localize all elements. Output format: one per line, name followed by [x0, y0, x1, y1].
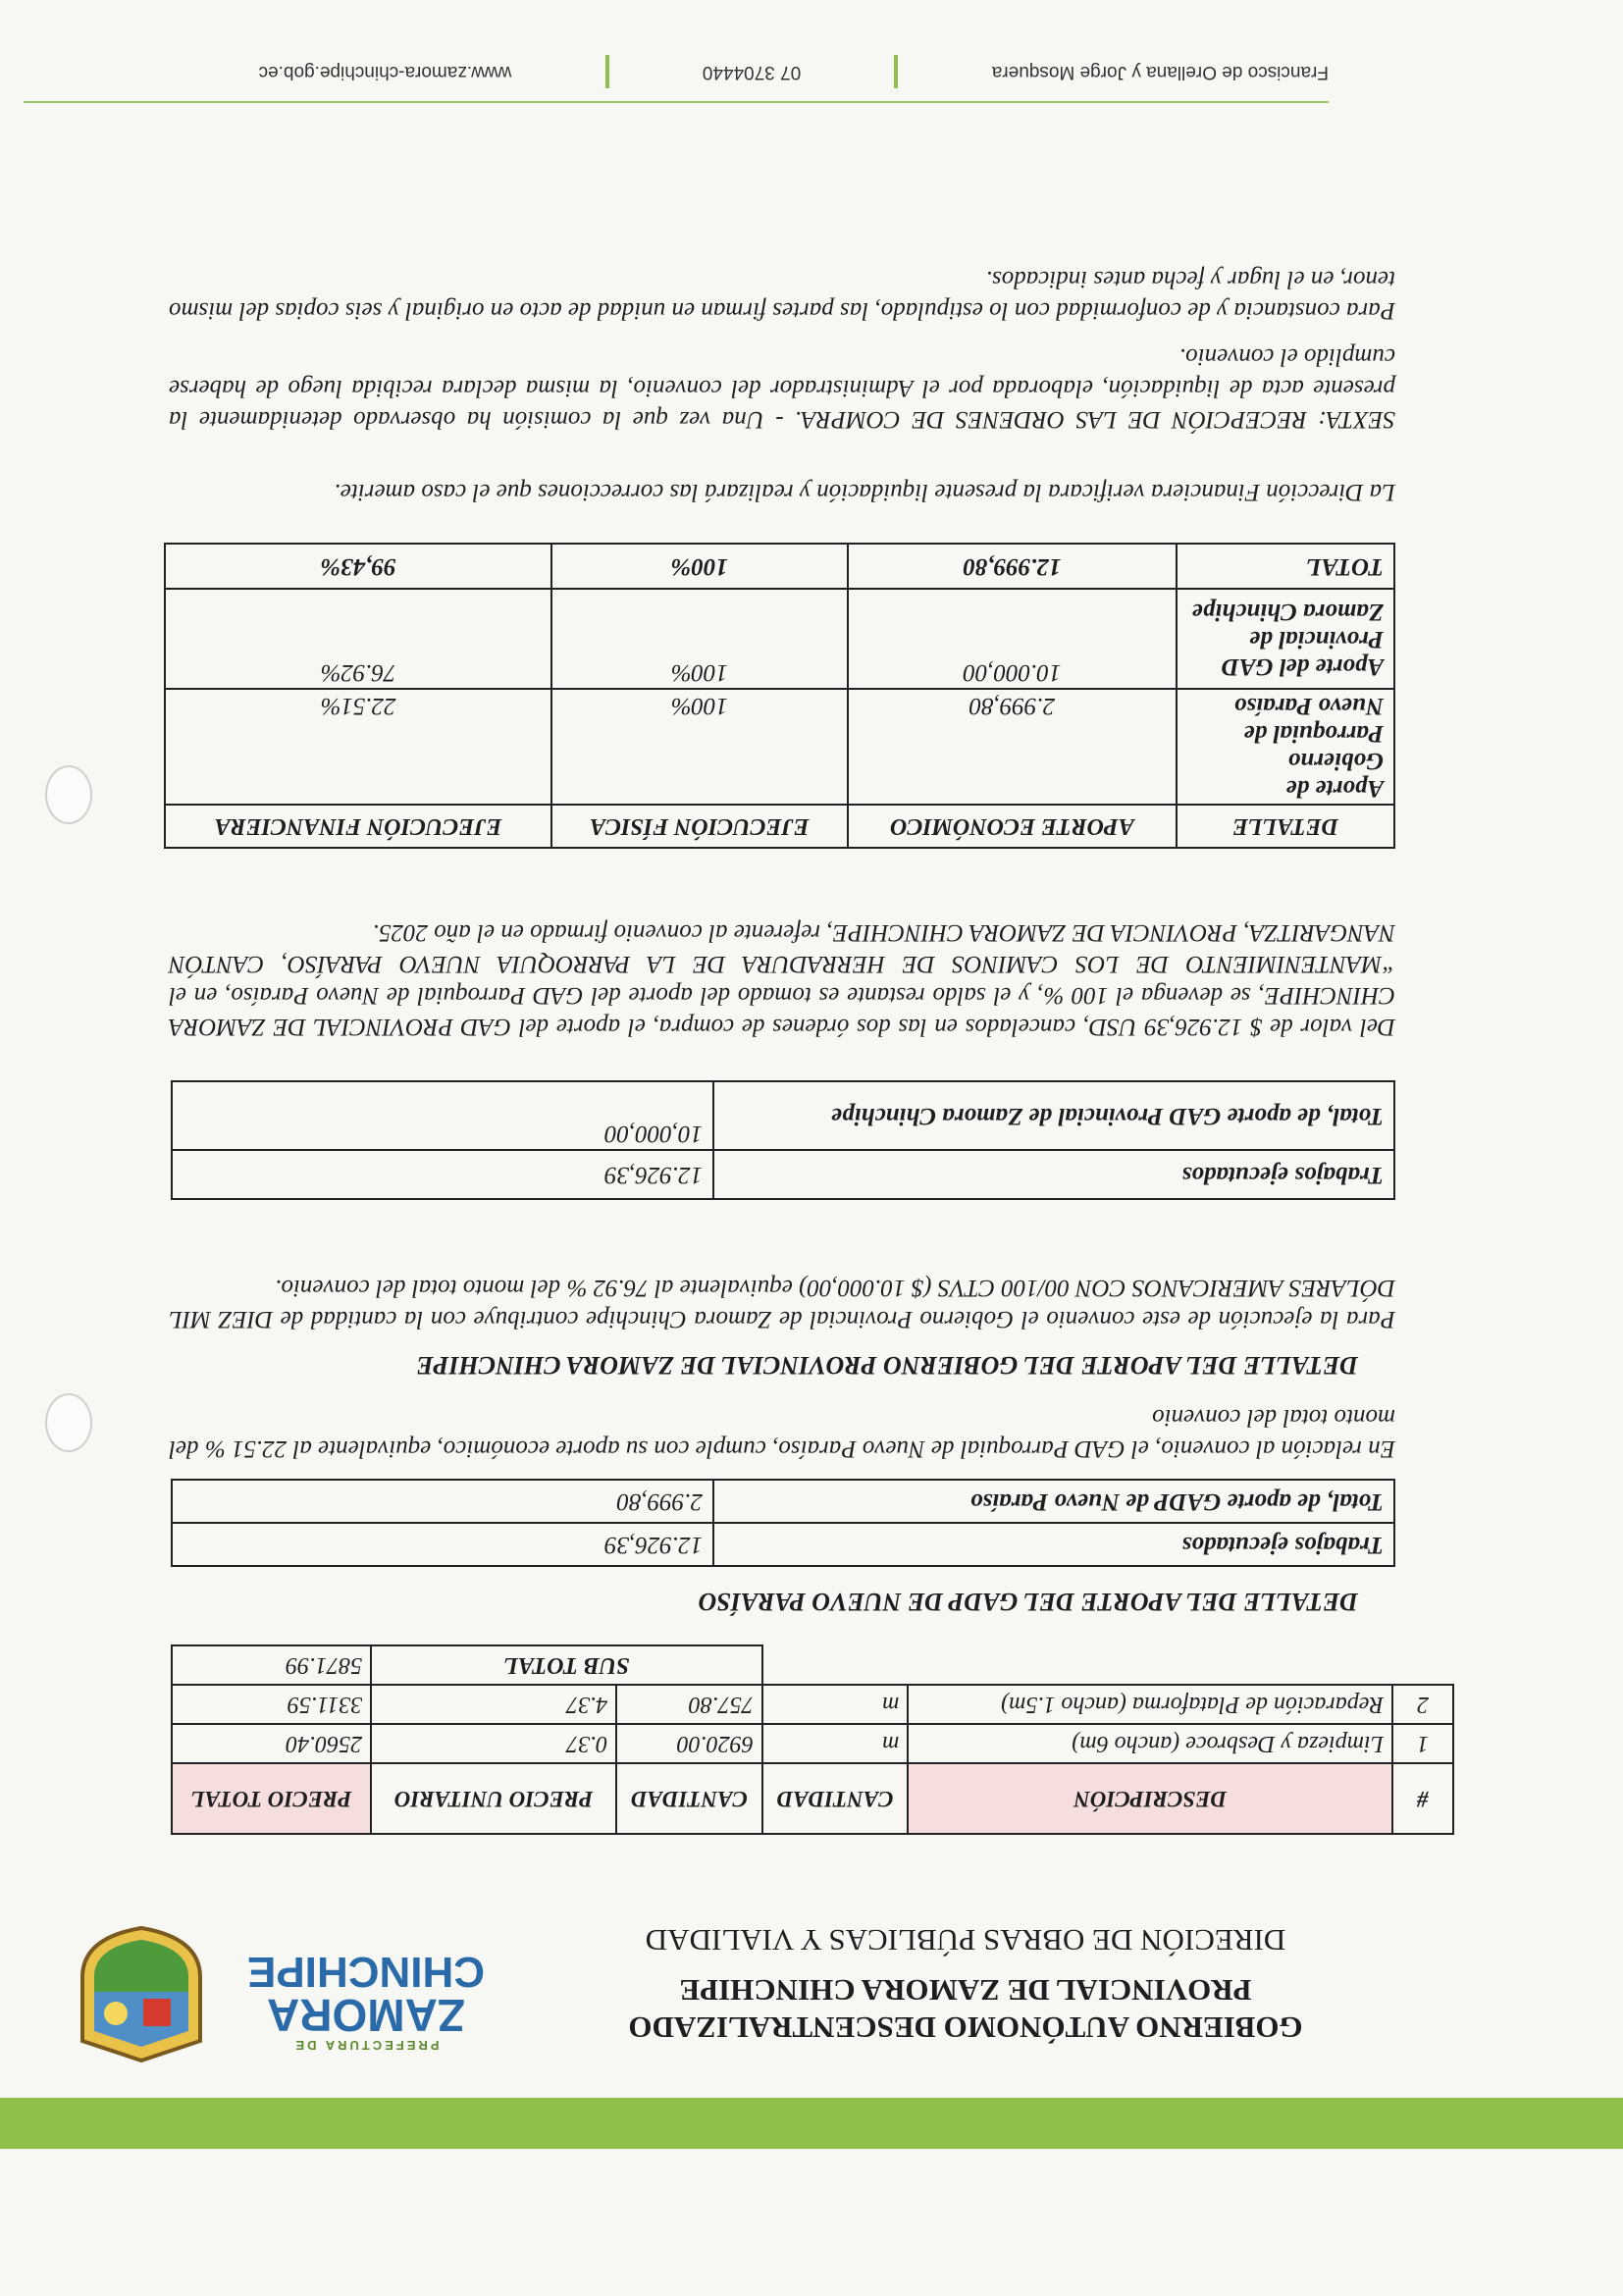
row-quantity: 6920.00 [616, 1724, 762, 1763]
row-unit: m [762, 1724, 909, 1763]
gadp-section-title: DETALLE DEL APORTE DEL GADP DE NUEVO PARAÍSO [698, 1588, 1358, 1616]
total-value: 2.999,80 [172, 1480, 713, 1523]
gadp-totals-table [171, 1479, 1395, 1567]
works-label: Trabajos ejecutados [713, 1150, 1394, 1199]
gadp-paragraph: En relación al convenio, el GAD Parroquial de Nuevo Paraíso, cumple con su aporte económico, equivalente al 22.51 % del monto total del convenio [169, 1404, 1395, 1462]
works-value: 12.926,39 [172, 1523, 713, 1566]
brand-top-text: PREFECTURA DE [292, 2038, 440, 2053]
row-physical: 100% [551, 589, 848, 689]
summary-table-header [165, 805, 1394, 848]
institution-line-2: PROVINCIAL DE ZAMORA CHINCHIPE [679, 1973, 1252, 2008]
row-detail: TOTAL [1177, 544, 1394, 589]
punch-hole [45, 765, 92, 824]
subtotal-value: 5871.99 [172, 1645, 371, 1685]
footer [53, 55, 1329, 88]
table-row [172, 1150, 1394, 1199]
table-row [172, 1523, 1394, 1566]
table-row [172, 1081, 1394, 1150]
row-quantity: 757.80 [616, 1685, 762, 1724]
table-row [165, 689, 1394, 805]
brand-mid-text: ZAMORA [267, 1990, 465, 2041]
col-detail: DETALLE [1177, 805, 1394, 848]
row-total: 3311.59 [172, 1685, 371, 1724]
row-description: Limpieza y Desbroce (ancho 6m) [908, 1724, 1392, 1763]
row-financial: 22.51% [165, 689, 551, 805]
total-label: Total, de aporte GADP de Nuevo Paraíso [713, 1480, 1394, 1523]
col-number: # [1392, 1763, 1453, 1834]
header-green-bar [0, 2098, 1623, 2149]
row-number: 1 [1392, 1724, 1453, 1763]
row-physical: 100% [551, 544, 848, 589]
col-unit-price: PRECIO UNITARIO [371, 1763, 616, 1834]
col-unit: CANTIDAD [762, 1763, 909, 1834]
institution-line-1: GOBIERNO AUTÓNOMO DESCENTRALIZADO [628, 2010, 1303, 2045]
footer-phone: 07 3704440 [702, 61, 802, 82]
financial-note: La Dirección Financiera verificara la presente liquidación y realizará las correcciones que el caso amerite. [334, 479, 1395, 505]
row-unit: m [762, 1685, 909, 1724]
row-total: 2560.40 [172, 1724, 371, 1763]
coat-of-arms-icon [63, 1923, 220, 2070]
works-value: 12.926,39 [172, 1150, 713, 1199]
table-row [172, 1685, 1453, 1724]
col-financial-execution: EJECUCIÓN FINANCIERA [165, 805, 551, 848]
table-row [165, 544, 1394, 589]
subtotal-spacer [762, 1645, 1453, 1685]
subtotal-row [172, 1645, 1453, 1685]
row-number: 2 [1392, 1685, 1453, 1724]
provincial-section-title: DETALLE DEL APORTE DEL GOBIERNO PROVINCIAL DE ZAMORA CHINCHIPE [416, 1351, 1358, 1380]
cost-table-header [172, 1763, 1453, 1834]
table-row [172, 1724, 1453, 1763]
institution-title [553, 1971, 1378, 2046]
footer-address: Francisco de Orellana y Jorge Mosquera [991, 61, 1329, 82]
row-amount: 12.999,80 [848, 544, 1177, 589]
row-detail: Aporte de Gobierno Parroquial de Nuevo Paraíso [1177, 689, 1394, 805]
table-row [172, 1480, 1394, 1523]
footer-separator [605, 55, 609, 88]
value-paragraph: Del valor de $ 12.926,39 USD, cancelados en las dos órdenes de compra, el aporte del GAD PROVINCIAL DE ZAMORA CHINCHIPE, se devenga el 100 %, y el saldo restante es tomado del aporte del GAD Parroquial de Nuevo Paraíso, en el “MANTENIMIENTO DE LOS CAMINOS DE HERRADURA DE LA PARROQUIA NUEVO PARAÍSO, CANTÓN NANGARITZA, PROVINCIA DE ZAMORA CHINCHIPE, referente al convenio firmado en el año 2025. [169, 919, 1395, 1040]
subtotal-label: SUB TOTAL [371, 1645, 762, 1685]
footer-website: www.zamora-chinchipe.gob.ec [258, 61, 512, 82]
row-description: Reparación de Plataforma (ancho 1.5m) [908, 1685, 1392, 1724]
row-physical: 100% [551, 689, 848, 805]
brand-bottom-text: CHINCHIPE [246, 1948, 486, 1996]
total-label: Total, de aporte GAD Provincial de Zamora Chinchipe [713, 1081, 1394, 1150]
footer-divider [24, 101, 1329, 103]
col-physical-execution: EJECUCIÓN FÍSICA [551, 805, 848, 848]
cost-table [171, 1644, 1454, 1835]
provincial-paragraph: Para la ejecución de este convenio el Gobierno Provincial de Zamora Chinchipe contribuye con la cantidad de DIEZ MIL DÓLARES AMERICANOS CON 00/100 CTVS ($ 10.000,00) equivalente al 76.92 % del monto total del convenio. [169, 1275, 1395, 1332]
works-label: Trabajos ejecutados [713, 1523, 1394, 1566]
department-name: DIRECIÓN DE OBRAS PÚBLICAS Y VIALIDAD [645, 1923, 1286, 1957]
row-detail: Aporte del GAD Provincial de Zamora Chinchipe [1177, 589, 1394, 689]
col-description: DESCRIPCIÓN [908, 1763, 1392, 1834]
footer-separator [895, 55, 899, 88]
sixth-clause: SEXTA: RECEPCIÓN DE LAS ORDENES DE COMPRA. - Una vez que la comisión ha observado detenidamente la presente acta de liquidación, elaborada por el Administrador del convenio, la misma declara recibida luego de haberse cumplido el convenio. [169, 343, 1395, 433]
col-total-price: PRECIO TOTAL [172, 1763, 371, 1834]
row-amount: 2.999,80 [848, 689, 1177, 805]
row-unit-price: 4.37 [371, 1685, 616, 1724]
provincial-totals-table [171, 1080, 1395, 1200]
col-economic-contribution: APORTE ECONÓMICO [848, 805, 1177, 848]
table-row [165, 589, 1394, 689]
row-financial: 99,43% [165, 544, 551, 589]
row-unit-price: 0.37 [371, 1724, 616, 1763]
row-financial: 76.92% [165, 589, 551, 689]
punch-hole [45, 1393, 92, 1452]
col-quantity: CANTIDAD [616, 1763, 762, 1834]
closing-paragraph: Para constancia y de conformidad con lo estipulado, las partes firman en unidad de acto en original y seis copias del mismo tenor, en el lugar y fecha antes indicados. [169, 266, 1395, 324]
total-value: 10,000,00 [172, 1081, 713, 1150]
brand-logo [237, 1950, 495, 2053]
row-amount: 10.000,00 [848, 589, 1177, 689]
summary-table [164, 543, 1395, 849]
